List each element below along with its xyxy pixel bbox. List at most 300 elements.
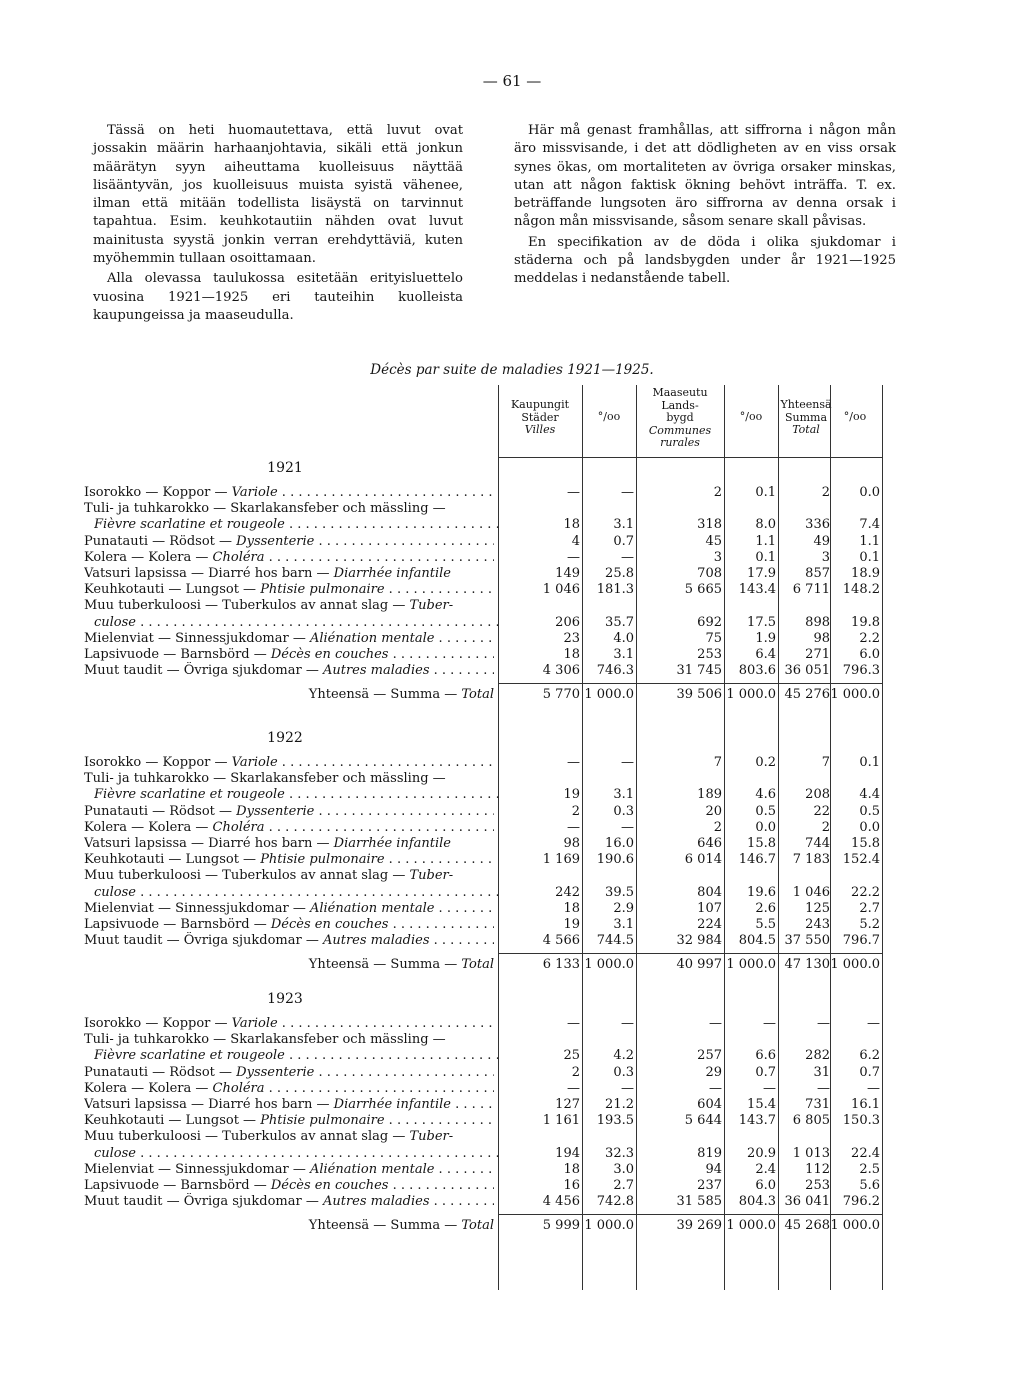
leader-dots [388,647,494,662]
row-label-fr: Tuber- [409,1129,454,1145]
table-row [80,932,880,950]
row-label-fi-sv: Kolera — Kolera — [84,1080,213,1096]
cell-total-permille: 0.1 [859,755,880,770]
leader-dots [451,1097,494,1112]
cell-rural-permille: 0.0 [755,819,776,835]
row-label-fr: Diarrhée infantile [333,566,452,581]
cell-total-permille: 7.4 [859,517,880,533]
cell-cities-count: 1 046 [542,582,580,598]
cell-cities-permille: 3.1 [613,517,634,533]
cell-cities-count: 149 [555,566,580,581]
cell-total-permille: 148.2 [842,582,880,598]
cell-total-permille: 1 000.0 [830,957,880,973]
cell-cities-permille: 2.7 [613,1178,634,1193]
leader-dots [278,755,494,770]
cell-rural-count: 237 [697,1178,722,1193]
cell-rural-permille: 15.8 [747,836,776,851]
column-rule [498,385,499,1290]
row-label-fi-sv: Isorokko — Koppor — [84,1016,232,1031]
header-rural-permille: °/oo [739,410,763,423]
row-label-fr: Choléra [212,1080,265,1096]
cell-total-permille: — [867,1080,880,1096]
total-rule [498,683,882,684]
row-label-fr: Décès en couches [270,917,389,932]
row-label-fr: culose [94,1145,137,1161]
cell-rural-permille: 6.4 [755,647,776,662]
cell-rural-permille: 146.7 [738,852,776,868]
cell-rural-permille: 803.6 [738,663,776,679]
leader-dots [385,582,494,597]
table-caption: Décès par suite de maladies 1921—1925. [370,362,654,378]
cell-total-permille: 0.0 [859,819,880,835]
leader-dots [314,1065,494,1080]
cell-total-count: 857 [805,566,830,581]
column-rule [636,385,637,1290]
leader-dots [136,885,504,900]
cell-cities-permille: 16.0 [605,836,634,851]
row-label-fr: Phtisie pulmonaire [260,852,385,868]
cell-rural-count: 604 [697,1097,722,1112]
cell-rural-permille: 1.1 [755,533,776,549]
cell-total-permille: 5.2 [859,917,880,932]
cell-total-count: 208 [805,787,830,803]
row-label-fr: Dyssenterie [236,1064,315,1080]
cell-total-count: 31 [813,1064,830,1080]
row-label-fi-sv: Muu tuberkuloosi — Tuberkulos av annat slag — [84,1129,410,1145]
leader-dots [385,852,494,867]
cell-rural-permille: 15.4 [747,1097,776,1112]
cell-rural-permille: 1 000.0 [726,957,776,973]
leader-dots [265,820,494,835]
cell-total-count: 125 [805,900,830,916]
row-label-fi-sv: Keuhkotauti — Lungsot — [84,1113,261,1129]
cell-total-permille: 2.7 [859,900,880,916]
cell-rural-count: 253 [697,647,722,662]
cell-cities-count: 4 566 [542,933,580,949]
cell-cities-permille: 0.3 [613,803,634,819]
cell-total-count: 45 268 [784,1218,830,1234]
cell-rural-permille: 0.1 [755,485,776,500]
row-label-fr: culose [94,614,137,630]
cell-rural-permille: 0.1 [755,549,776,565]
table-row [80,662,880,680]
leader-dots [136,615,504,630]
cell-total-count: 45 276 [784,687,830,703]
cell-cities-count: 4 456 [542,1194,580,1210]
cell-cities-count: — [567,755,580,770]
cell-cities-permille: 0.3 [613,1064,634,1080]
cell-rural-count: 2 [713,485,722,500]
leader-dots [265,550,494,565]
leader-dots [278,1016,494,1031]
leader-dots [385,1113,494,1128]
row-label-fr: Fièvre scarlatine et rougeole [94,517,285,533]
cell-rural-count: 224 [697,917,722,932]
leader-dots [434,1162,494,1177]
cell-cities-count: 16 [563,1178,580,1193]
row-label-fr: Tuber- [409,598,454,614]
cell-rural-permille: — [763,1016,776,1031]
row-label [84,932,494,950]
cell-rural-permille: 804.3 [738,1194,776,1210]
cell-rural-count: — [709,1016,722,1031]
cell-total-count: 336 [805,517,830,533]
total-row [80,956,880,974]
cell-total-permille: 0.1 [859,549,880,565]
cell-rural-permille: 0.5 [755,803,776,819]
intro-finnish [93,122,463,325]
cell-rural-permille: 2.4 [755,1161,776,1177]
row-label-fi-sv: Isorokko — Koppor — [84,755,232,770]
row-label-fi-sv: Tuli- ja tuhkarokko — Skarlakansfeber och mässling — [84,771,446,787]
cell-total-permille: 0.7 [859,1064,880,1080]
cell-rural-permille: 19.6 [747,884,776,900]
cell-total-permille: 796.2 [842,1194,880,1210]
cell-rural-count: 31 585 [676,1194,722,1210]
row-label-fi-sv: Muu tuberkuloosi — Tuberkulos av annat slag — [84,868,410,884]
cell-rural-permille: — [763,1080,776,1096]
row-label-fi-sv: Lapsivuode — Barnsbörd — [84,1178,271,1193]
cell-cities-permille: 742.8 [596,1194,634,1210]
column-rule [882,385,883,1290]
cell-rural-permille: 1.9 [755,630,776,646]
leader-dots [430,663,495,678]
total-label-fr: Total [461,1218,494,1234]
total-label-fr: Total [461,687,494,703]
cell-cities-permille: 3.1 [613,647,634,662]
cell-cities-permille: — [621,1080,634,1096]
cell-total-permille: 6.0 [859,647,880,662]
cell-cities-permille: 4.0 [613,630,634,646]
cell-cities-permille: 32.3 [605,1145,634,1161]
row-label-fr: Décès en couches [270,647,389,662]
cell-rural-permille: 8.0 [755,517,776,533]
cell-rural-count: 75 [705,630,722,646]
cell-rural-count: 29 [705,1064,722,1080]
row-label-fi-sv: Mielenviat — Sinnessjukdomar — [84,1161,310,1177]
cell-cities-permille: — [621,549,634,565]
cell-total-permille: 1 000.0 [830,687,880,703]
cell-total-count: 1 013 [792,1145,830,1161]
row-label-fr: Autres maladies [322,1194,430,1210]
cell-total-permille: 1.1 [859,533,880,549]
row-label [84,662,494,680]
total-row [80,1217,880,1235]
cell-cities-count: 5 770 [542,687,580,703]
row-label-fr: Dyssenterie [236,803,315,819]
cell-total-permille: 2.5 [859,1161,880,1177]
cell-cities-count: 18 [563,900,580,916]
cell-rural-permille: 6.0 [755,1178,776,1193]
cell-cities-permille: — [621,485,634,500]
cell-rural-count: 189 [697,787,722,803]
cell-rural-count: 5 644 [684,1113,722,1129]
cell-rural-count: 7 [713,755,722,770]
cell-total-permille: 15.8 [851,836,880,851]
cell-rural-permille: 1 000.0 [726,1218,776,1234]
cell-total-permille: 6.2 [859,1048,880,1064]
cell-total-permille: 796.7 [842,933,880,949]
cell-total-count: 282 [805,1048,830,1064]
cell-total-permille: — [867,1016,880,1031]
row-label-fi-sv: Tuli- ja tuhkarokko — Skarlakansfeber och mässling — [84,1032,446,1048]
cell-total-count: 6 805 [792,1113,830,1129]
cell-rural-count: 32 984 [676,933,722,949]
cell-rural-permille: 804.5 [738,933,776,949]
cell-total-count: 37 550 [784,933,830,949]
cell-cities-count: 98 [563,836,580,851]
row-label-fr: Autres maladies [322,933,430,949]
cell-total-count: 49 [813,533,830,549]
cell-cities-count: 19 [563,787,580,803]
intro-sv-paragraph-2: En specifikation av de döda i olika sjukdomar i städerna och på landsbygden under år 1921—1925 meddelas i nedanstående tabell. [514,234,896,287]
row-label-fr: Phtisie pulmonaire [260,1113,385,1129]
cell-cities-count: — [567,485,580,500]
row-label-fr: Diarrhée infantile [333,836,452,851]
cell-rural-count: 107 [697,900,722,916]
cell-rural-count: 45 [705,533,722,549]
row-label-fi-sv: Muut taudit — Övriga sjukdomar — [84,1194,323,1210]
row-label-fi-sv: Mielenviat — Sinnessjukdomar — [84,900,310,916]
cell-cities-permille: — [621,1016,634,1031]
cell-cities-count: 242 [555,884,580,900]
cell-rural-count: 3 [713,549,722,565]
cell-total-permille: 16.1 [851,1097,880,1112]
cell-total-count: 22 [813,803,830,819]
leader-dots [388,917,494,932]
row-label-fr: Aliénation mentale [309,630,435,646]
cell-rural-permille: 143.7 [738,1113,776,1129]
cell-rural-permille: 1 000.0 [726,687,776,703]
year-label: 1922 [267,730,303,746]
leader-dots [136,1146,504,1161]
cell-total-count: 36 051 [784,663,830,679]
header-rural: Maaseutu Lands- bygd Communes rurales [648,386,712,449]
cell-rural-count: 2 [713,819,722,835]
leader-dots [278,485,494,500]
header-cities: Kaupungit Städer Villes [510,398,570,436]
cell-cities-count: 23 [563,630,580,646]
total-label [84,686,494,704]
cell-rural-permille: 2.6 [755,900,776,916]
cell-rural-permille: 17.9 [747,566,776,581]
row-label-fr: Dyssenterie [236,533,315,549]
cell-total-permille: 150.3 [842,1113,880,1129]
cell-rural-permille: 0.2 [755,755,776,770]
cell-cities-permille: 1 000.0 [584,687,634,703]
cell-rural-count: 20 [705,803,722,819]
row-label-fi-sv: Muut taudit — Övriga sjukdomar — [84,933,323,949]
cell-total-count: 3 [821,549,830,565]
cell-total-count: — [817,1080,830,1096]
cell-rural-count: 804 [697,884,722,900]
row-label-fi-sv: Kolera — Kolera — [84,819,213,835]
cell-cities-count: — [567,1016,580,1031]
cell-cities-count: 18 [563,1161,580,1177]
row-label-fi-sv: Punatauti — Rödsot — [84,1064,237,1080]
row-label-fi-sv: Vatsuri lapsissa — Diarré hos barn — [84,1097,334,1112]
cell-total-count: 271 [805,647,830,662]
total-row [80,686,880,704]
cell-total-count: — [817,1016,830,1031]
row-label-fi-sv: Tuli- ja tuhkarokko — Skarlakansfeber och mässling — [84,501,446,517]
row-label-fr: Aliénation mentale [309,1161,435,1177]
row-label-fi-sv: Mielenviat — Sinnessjukdomar — [84,630,310,646]
cell-total-count: 2 [821,819,830,835]
row-label-fr: Aliénation mentale [309,900,435,916]
cell-total-count: 898 [805,614,830,630]
cell-rural-count: 5 665 [684,582,722,598]
header-rule [498,457,882,458]
cell-total-count: 6 711 [792,582,830,598]
cell-rural-count: 6 014 [684,852,722,868]
row-label-fi-sv: Punatauti — Rödsot — [84,803,237,819]
cell-cities-count: 2 [571,803,580,819]
total-label [84,956,494,974]
row-label-fi-sv: Keuhkotauti — Lungsot — [84,852,261,868]
page-number: — 61 — [482,72,542,90]
cell-rural-permille: 143.4 [738,582,776,598]
intro-sv-paragraph-1: Här må genast framhållas, att siffrorna i någon mån äro missvisande, i det att dödligheten av en viss orsak synes ökas, om mortaliteten av övriga orsaker minskas, utan att någon faktisk ökning behövt inträffa. T. ex. beträffande lungsoten äro siffrorna av denna orsak i någon mån missvisande, såsom senare skall påvisas. [514,123,896,230]
column-rule [830,385,831,1290]
cell-rural-permille: 4.6 [755,787,776,803]
cell-cities-count: 206 [555,614,580,630]
intro-fi-paragraph-1: Tässä on heti huomautettava, että luvut ovat jossakin määrin harhaanjohtavia, sikäli että jonkun määrätyn syyn aiheuttama kuolleisuus näyttää lisääntyvän, jos kuolleisuus muista syistä vähenee, ilman että mitään todellista lisäystä on tarvinnut tapahtua. Esim. keuhkotautiin nähden ovat luvut mainitusta syystä jonkin verran erehdyttäviä, kuten myöhemmin tullaan osoittamaan. [93,123,463,267]
cell-cities-permille: 3.0 [613,1161,634,1177]
row-label-fr: Fièvre scarlatine et rougeole [94,787,285,803]
cell-cities-count: 25 [563,1048,580,1064]
cell-rural-count: 257 [697,1048,722,1064]
row-label-fr: Décès en couches [270,1178,389,1193]
cell-total-permille: 22.4 [851,1145,880,1161]
row-label-fi-sv: Keuhkotauti — Lungsot — [84,582,261,598]
cell-cities-permille: 2.9 [613,900,634,916]
leader-dots [434,631,494,646]
cell-rural-count: 692 [697,614,722,630]
year-label: 1923 [267,991,303,1007]
cell-cities-permille: 190.6 [596,852,634,868]
row-label-fr: Variole [231,1016,278,1031]
row-label-fi-sv: Lapsivuode — Barnsbörd — [84,917,271,932]
leader-dots [430,1194,495,1209]
cell-cities-permille: 3.1 [613,917,634,932]
cell-cities-count: 1 161 [542,1113,580,1129]
row-label-fi-sv: Muu tuberkuloosi — Tuberkulos av annat slag — [84,598,410,614]
cell-rural-count: 708 [697,566,722,581]
cell-total-permille: 796.3 [842,663,880,679]
cell-total-count: 7 183 [792,852,830,868]
cell-total-permille: 152.4 [842,852,880,868]
cell-rural-count: 94 [705,1161,722,1177]
cell-cities-permille: 181.3 [596,582,634,598]
row-label-fi-sv: Isorokko — Koppor — [84,485,232,500]
total-label [84,1217,494,1235]
cell-cities-permille: 1 000.0 [584,1218,634,1234]
cell-total-permille: 1 000.0 [830,1218,880,1234]
row-label-fr: Diarrhée infantile [333,1097,452,1112]
cell-rural-count: 646 [697,836,722,851]
row-label-fr: Fièvre scarlatine et rougeole [94,1048,285,1064]
cell-cities-permille: 25.8 [605,566,634,581]
total-label-text: Yhteensä — Summa — [308,687,462,703]
cell-cities-count: 18 [563,517,580,533]
total-label-fr: Total [461,957,494,973]
cell-total-count: 47 130 [784,957,830,973]
cell-total-count: 2 [821,485,830,500]
total-rule [498,1214,882,1215]
cell-cities-count: 194 [555,1145,580,1161]
header-cities-permille: °/oo [597,410,621,423]
total-rule [498,953,882,954]
cell-cities-count: 5 999 [542,1218,580,1234]
cell-total-permille: 5.6 [859,1178,880,1193]
cell-cities-count: — [567,549,580,565]
cell-cities-permille: 21.2 [605,1097,634,1112]
cell-total-permille: 19.8 [851,614,880,630]
cell-rural-count: 39 269 [676,1218,722,1234]
intro-swedish [514,122,896,289]
cell-rural-count: 40 997 [676,957,722,973]
leader-dots [285,517,504,532]
cell-total-permille: 0.0 [859,485,880,500]
intro-fi-paragraph-2: Alla olevassa taulukossa esitetään erityisluettelo vuosina 1921—1925 eri tauteihin kuolleista kaupungeissa ja maaseudulla. [93,271,463,323]
cell-rural-permille: 20.9 [747,1145,776,1161]
leader-dots [388,1178,494,1193]
row-label [84,1193,494,1211]
cell-cities-permille: 35.7 [605,614,634,630]
leader-dots [285,1048,504,1063]
cell-rural-count: 31 745 [676,663,722,679]
cell-cities-count: 4 [571,533,580,549]
cell-rural-count: 39 506 [676,687,722,703]
year-label: 1921 [267,460,303,476]
row-label-fr: Autres maladies [322,663,430,679]
cell-cities-permille: 0.7 [613,533,634,549]
total-label-text: Yhteensä — Summa — [308,957,462,973]
cell-total-count: 36 041 [784,1194,830,1210]
cell-total-permille: 0.5 [859,803,880,819]
cell-rural-count: 819 [697,1145,722,1161]
cell-cities-count: 6 133 [542,957,580,973]
row-label-fi-sv: Kolera — Kolera — [84,549,213,565]
cell-rural-permille: 5.5 [755,917,776,932]
cell-total-count: 731 [805,1097,830,1112]
row-label-fi-sv: Vatsuri lapsissa — Diarré hos barn — [84,836,334,851]
cell-total-count: 98 [813,630,830,646]
row-label-fi-sv: Muut taudit — Övriga sjukdomar — [84,663,323,679]
cell-cities-permille: 744.5 [596,933,634,949]
cell-cities-permille: 193.5 [596,1113,634,1129]
cell-cities-permille: 746.3 [596,663,634,679]
leader-dots [314,534,494,549]
leader-dots [434,901,494,916]
cell-total-count: 253 [805,1178,830,1193]
cell-rural-permille: 6.6 [755,1048,776,1064]
column-rule [582,385,583,1290]
cell-total-permille: 18.9 [851,566,880,581]
row-label-fr: Tuber- [409,868,454,884]
cell-cities-count: 2 [571,1064,580,1080]
row-label-fr: culose [94,884,137,900]
cell-total-count: 243 [805,917,830,932]
leader-dots [314,804,494,819]
cell-cities-permille: 4.2 [613,1048,634,1064]
row-label-fr: Choléra [212,549,265,565]
table-row [80,1193,880,1211]
cell-total-permille: 22.2 [851,884,880,900]
leader-dots [430,933,495,948]
row-label-fr: Choléra [212,819,265,835]
